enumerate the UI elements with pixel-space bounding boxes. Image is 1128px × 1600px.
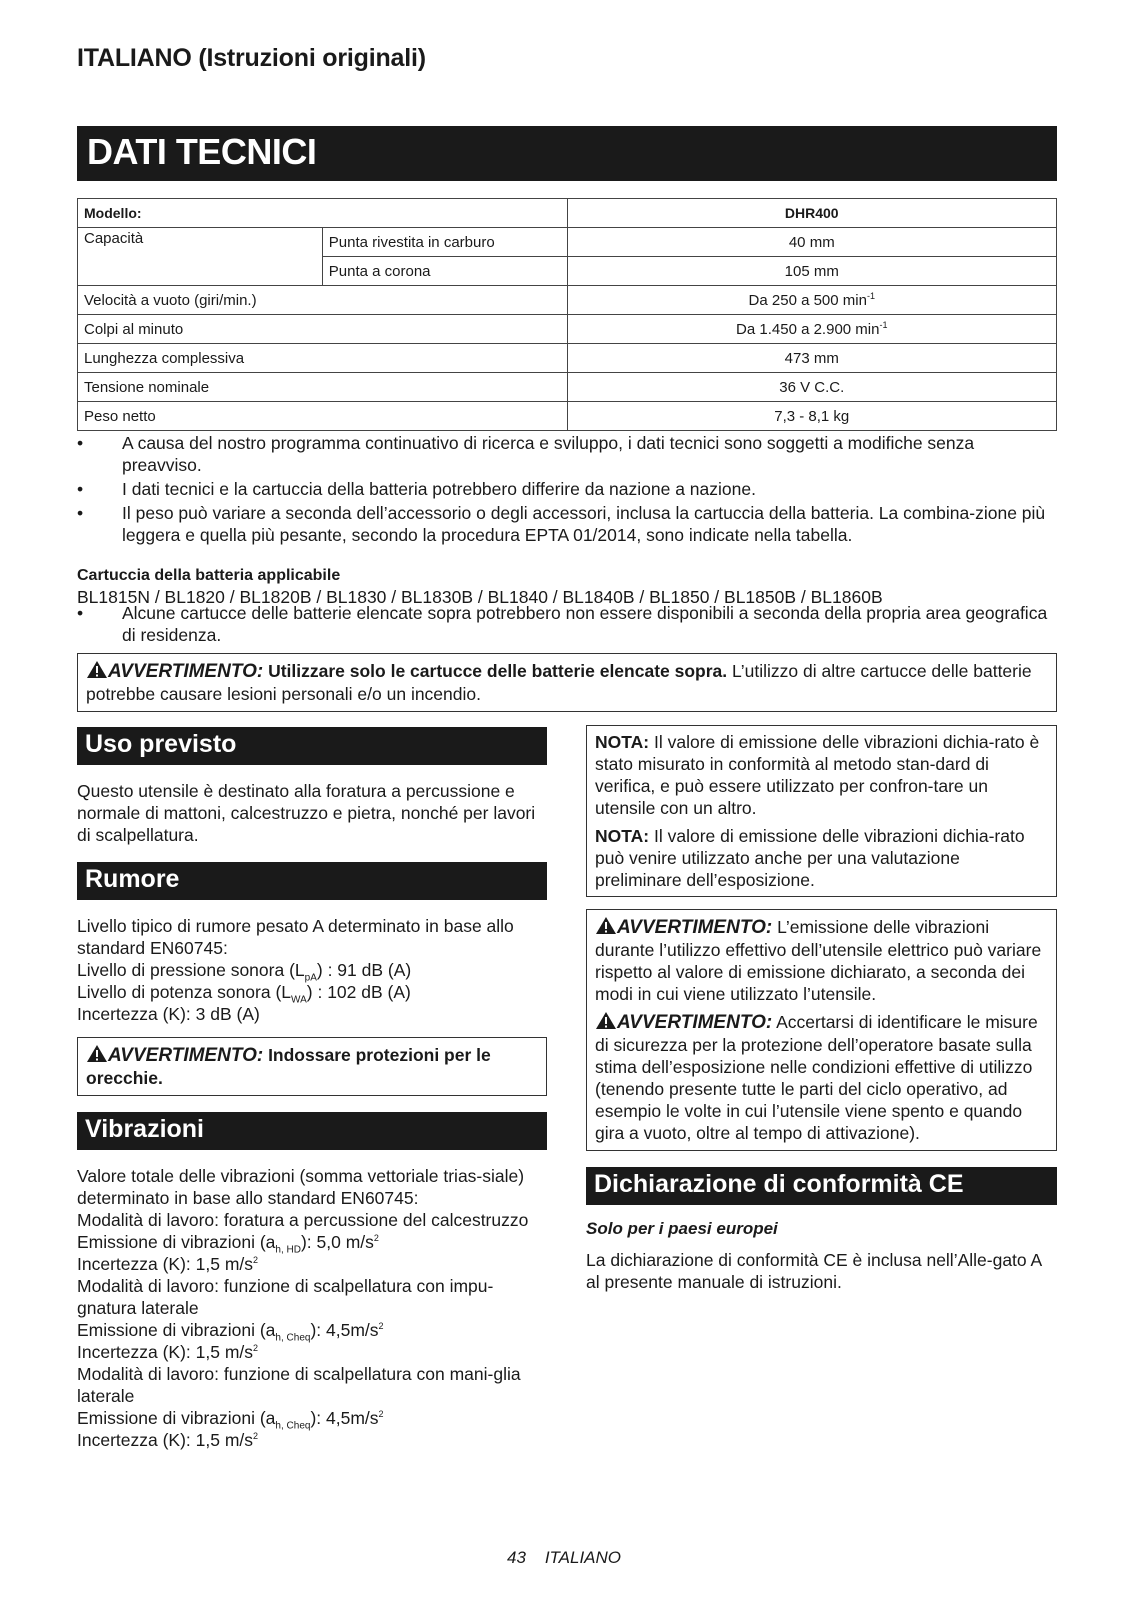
list-item: • I dati tecnici e la cartuccia della batteria potrebbero differire da nazione a nazione. (77, 479, 756, 499)
specs-table (77, 198, 1057, 431)
table-row (78, 344, 1057, 373)
blows-label: Colpi al minuto (78, 315, 568, 344)
page-header: ITALIANO (Istruzioni originali) (77, 44, 426, 72)
page-footer (0, 1548, 1128, 1568)
table-row (78, 286, 1057, 315)
core-label: Punta a corona (322, 257, 567, 286)
weight-value: 7,3 - 8,1 kg (567, 402, 1056, 431)
uso-text: Questo utensile è destinato alla foratura a percussione e normale di mattoni, calcestruzzo e pietra, nonché per lavori di scalpellatura. (77, 781, 536, 845)
list-item: • Alcune cartucce delle batterie elencate sopra potrebbero non essere disponibili a seconda della propria area geografica di residenza. (77, 603, 1048, 645)
voltage-value: 36 V C.C. (567, 373, 1056, 402)
section-title-dati-tecnici: DATI TECNICI (77, 126, 1057, 181)
ce-text: La dichiarazione di conformità CE è inclusa nell’Alle-gato A al presente manuale di istruzioni. (586, 1250, 1042, 1292)
rumore-text: Livello tipico di rumore pesato A determinato in base allo standard EN60745: Livello di pressione sonora $(L_{pA})$ : 91 dB (A) Livello di potenza sonora $(L_{WA})$ : 102 dB (A) Incertezza (K): 3 dB (A) (77, 916, 514, 1024)
warning-icon (86, 1044, 108, 1063)
section-title-uso-previsto: Uso previsto (77, 727, 547, 765)
model-label: Modello: (78, 199, 568, 228)
right-column (586, 725, 1057, 1293)
carbide-label: Punta rivestita in carburo (322, 228, 567, 257)
length-value: 473 mm (567, 344, 1056, 373)
core-value: 105 mm (567, 257, 1056, 286)
voltage-label: Tensione nominale (78, 373, 568, 402)
table-row (78, 373, 1057, 402)
footer-language: ITALIANO (544, 1548, 622, 1567)
warning-icon (595, 1011, 617, 1030)
length-label: Lunghezza complessiva (78, 344, 568, 373)
warning-box-ear: AVVERTIMENTO: Indossare protezioni per le orecchie. (77, 1037, 547, 1096)
section-title-ce: Dichiarazione di conformità CE (586, 1167, 1057, 1205)
weight-label: Peso netto (78, 402, 568, 431)
nota-box: NOTA: Il valore di emissione delle vibrazioni dichia-rato è stato misurato in conformità al metodo stan-dard di verifica, e può essere utilizzato per confron-tare un utensile con un altro. NOTA: Il valore di emissione delle vibrazioni dichia-rato può venire utilizzato anche per una valutazione preliminare dell’esposizione. (586, 725, 1057, 897)
warning-text: L’utilizzo di altre cartucce delle batterie potrebbe causare lesioni personali e/o un incendio. (86, 661, 1032, 704)
notes-list (77, 432, 1057, 546)
table-row (78, 228, 1057, 257)
ce-subtitle: Solo per i paesi europei (586, 1219, 778, 1238)
carbide-value: 40 mm (567, 228, 1056, 257)
list-item: • A causa del nostro programma continuativo di ricerca e sviluppo, i dati tecnici sono soggetti a modifiche senza preavviso. (77, 433, 975, 475)
warning-box-vibration: AVVERTIMENTO: L’emissione delle vibrazioni durante l’utilizzo effettivo dell’utensile elettrico può variare rispetto al valore di emissione dichiarato, a seconda dei modi in cui viene utilizzato l’utensile. AVVERTIMENTO: Accertarsi di identificare le misure di sicurezza per la protezione dell’operatore basate sulla stima dell’esposizione nelle condizioni effettive di utilizzo (tenendo presente tutte le parti del ciclo operativo, ad esempio le volte in cui l’utensile viene spento e quando gira a vuoto, oltre al tempo di attivazione). (586, 909, 1057, 1151)
warning-label: AVVERTIMENTO: (108, 661, 264, 682)
section-title-vibrazioni: Vibrazioni (77, 1112, 547, 1150)
section-title-rumore: Rumore (77, 862, 547, 900)
speed-value: Da 250 a 500 $\min^{-1}$ (567, 286, 1056, 315)
vibrazioni-text: Valore totale delle vibrazioni (somma vettoriale trias-siale) determinato in base allo standard EN60745: Modalità di lavoro: foratura a percussione del calcestruzzo Emissione di vibrazioni $(a_{h, HD})$: 5,0 $m/s^2$ Incertezza (K): 1,5 $m/s^2$ Modalità di lavoro: funzione di scalpellatura con impu-gnatura laterale Emissione di vibrazioni $(a_{h, Cheq})$: $4,5m/s^2$ Incertezza (K): 1,5 $m/s^2$ Modalità di lavoro: funzione di scalpellatura con mani-glia laterale Emissione di vibrazioni $(a_{h, Cheq})$: $4,5m/s^2$ Incertezza (K): 1,5 $m/s^2$ (77, 1166, 529, 1450)
warning-bold-text: Utilizzare solo le cartucce delle batterie elencate sopra. (268, 661, 728, 681)
warning-box-battery (77, 653, 1057, 712)
warning-icon (86, 660, 108, 679)
battery-title: Cartuccia della batteria applicabile (77, 567, 341, 584)
table-row (78, 315, 1057, 344)
speed-label: Velocità a vuoto (giri/min.) (78, 286, 568, 315)
left-column (77, 727, 547, 1451)
battery-list: BL1815N / BL1820 / BL1820B / BL1830 / BL1830B / BL1840 / BL1840B / BL1850 / BL1850B / BL1860B (77, 587, 883, 607)
blows-value: Da 1.450 a 2.900 $\min^{-1}$ (567, 315, 1056, 344)
page-number: 43 (506, 1548, 526, 1567)
battery-note (77, 602, 1057, 646)
table-row (78, 199, 1057, 228)
table-row (78, 402, 1057, 431)
warning-icon (595, 916, 617, 935)
list-item: • Il peso può variare a seconda dell’accessorio o degli accessori, inclusa la cartuccia della batteria. La combina-zione più leggera e quella più pesante, secondo la procedura EPTA 01/2014, sono indicate nella tabella. (77, 503, 1046, 545)
model-value: DHR400 (567, 199, 1056, 228)
capacity-label: Capacità (78, 228, 323, 286)
